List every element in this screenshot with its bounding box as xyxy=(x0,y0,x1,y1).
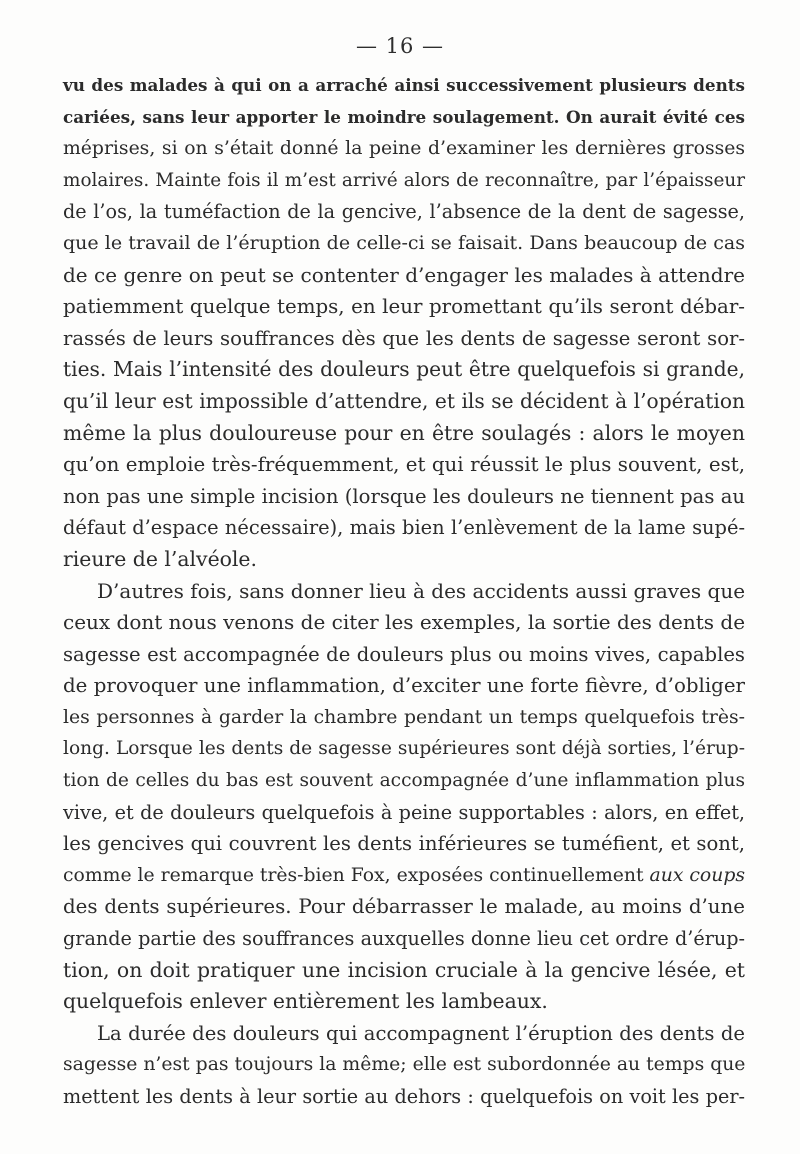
text-line xyxy=(63,702,745,734)
text-line-content: non pas une simple incision (lorsque les douleurs ne tiennent pas au xyxy=(63,484,745,508)
italic-phrase: aux coups xyxy=(649,864,745,886)
text-line xyxy=(63,576,745,608)
text-line xyxy=(63,1081,745,1113)
text-line-content: rassés de leurs souffrances dès que les dents de sagesse seront sor- xyxy=(63,326,745,350)
text-line xyxy=(63,955,745,987)
text-line-content: ceux dont nous venons de citer les exemples, la sortie des dents de xyxy=(63,610,746,635)
text-line xyxy=(63,512,745,544)
text-line xyxy=(63,133,745,165)
text-line xyxy=(63,670,745,702)
text-line xyxy=(63,733,745,765)
text-line-content: vive, et de douleurs quelquefois à peine supportables : alors, en effet, xyxy=(63,800,745,824)
text-line-content: qu’on emploie très-fréquemment, et qui réussit le plus souvent, est, xyxy=(63,453,745,477)
page-number: — 16 — xyxy=(355,34,445,58)
text-line xyxy=(63,828,745,860)
text-line xyxy=(63,1018,745,1050)
text-line xyxy=(63,449,745,481)
text-line-content: des dents supérieures. Pour débarrasser le malade, au moins d’une xyxy=(63,895,745,919)
text-line-content: molaires. Mainte fois il m’est arrivé alors de reconnaître, par l’épaisseur xyxy=(63,169,745,191)
text-line-content: même la plus douloureuse pour en être soulagés : alors le moyen xyxy=(63,420,745,445)
text-line-content: grande partie des souffrances auxquelles donne lieu cet ordre d’érup- xyxy=(63,927,745,951)
text-line-content: de l’os, la tuméfaction de la gencive, l’absence de la dent de sagesse, xyxy=(63,200,745,224)
text-line xyxy=(63,481,745,513)
text-line-content: méprises, si on s’était donné la peine d’examiner les dernières grosses xyxy=(63,138,745,160)
text-line-content: La durée des douleurs qui accompagnent l’éruption des dents de xyxy=(97,1021,745,1045)
text-line xyxy=(63,354,745,386)
text-line-content: comme le remarque très-bien Fox, exposées continuellement xyxy=(63,864,650,886)
text-line xyxy=(63,797,745,829)
text-line xyxy=(63,70,745,102)
text-line-content: de provoquer une inflammation, d’exciter une forte fièvre, d’obliger xyxy=(63,674,745,698)
text-line-content: défaut d’espace nécessaire), mais bien l’enlèvement de la lame supé- xyxy=(63,516,745,540)
text-line xyxy=(63,228,745,260)
text-line xyxy=(63,323,745,355)
text-line xyxy=(63,1049,745,1081)
text-line-content: les personnes à garder la chambre pendant un temps quelquefois très- xyxy=(63,706,745,728)
text-line xyxy=(63,891,745,923)
text-line-content: long. Lorsque les dents de sagesse supérieures sont déjà sorties, l’érup- xyxy=(63,738,745,760)
text-line-content: qu’il leur est impossible d’attendre, et ils se décident à l’opération xyxy=(63,388,745,413)
text-line xyxy=(63,418,745,450)
text-line xyxy=(63,196,745,228)
text-line xyxy=(63,860,745,892)
text-line xyxy=(63,544,745,576)
text-line-content: que le travail de l’éruption de celle-ci se faisait. Dans beaucoup de cas xyxy=(63,231,745,254)
text-line-content: les gencives qui couvrent les dents inférieures se tuméfient, et sont, xyxy=(63,832,745,856)
text-line xyxy=(63,639,745,671)
text-line-content: vu des malades à qui on a arraché ainsi successivement plusieurs dents xyxy=(63,75,745,95)
text-line xyxy=(63,986,745,1018)
text-line xyxy=(63,102,745,134)
text-line-content: mettent les dents à leur sortie au dehors : quelquefois on voit les per- xyxy=(63,1085,745,1108)
text-line-content: D’autres fois, sans donner lieu à des accidents aussi graves que xyxy=(97,578,746,603)
text-line-content: sagesse est accompagnée de douleurs plus ou moins vives, capables xyxy=(63,642,745,666)
text-line-content: rieure de l’alvéole. xyxy=(63,546,257,571)
text-line-content: sagesse n’est pas toujours la même; elle est subordonnée au temps que xyxy=(63,1054,746,1076)
text-line-content: patiemment quelque temps, en leur promettant qu’ils seront débar- xyxy=(63,295,745,319)
text-line-content: quelquefois enlever entièrement les lambeaux. xyxy=(63,989,548,1014)
text-line xyxy=(63,386,745,418)
text-line-content: cariées, sans leur apporter le moindre soulagement. On aurait évité ces xyxy=(63,106,745,127)
text-line-content: tion, on doit pratiquer une incision cruciale à la gencive lésée, et xyxy=(63,957,745,982)
text-line xyxy=(63,260,745,292)
text-line xyxy=(63,765,745,797)
text-line-content: de ce genre on peut se contenter d’engager les malades à attendre xyxy=(63,262,745,287)
text-line xyxy=(63,165,745,197)
text-line-content: ties. Mais l’intensité des douleurs peut être quelquefois si grande, xyxy=(63,357,745,382)
text-line xyxy=(63,607,745,639)
text-line-content: tion de celles du bas est souvent accompagnée d’une inflammation plus xyxy=(63,770,745,792)
text-line xyxy=(63,291,745,323)
text-line xyxy=(63,923,745,955)
body-text xyxy=(63,70,745,1113)
